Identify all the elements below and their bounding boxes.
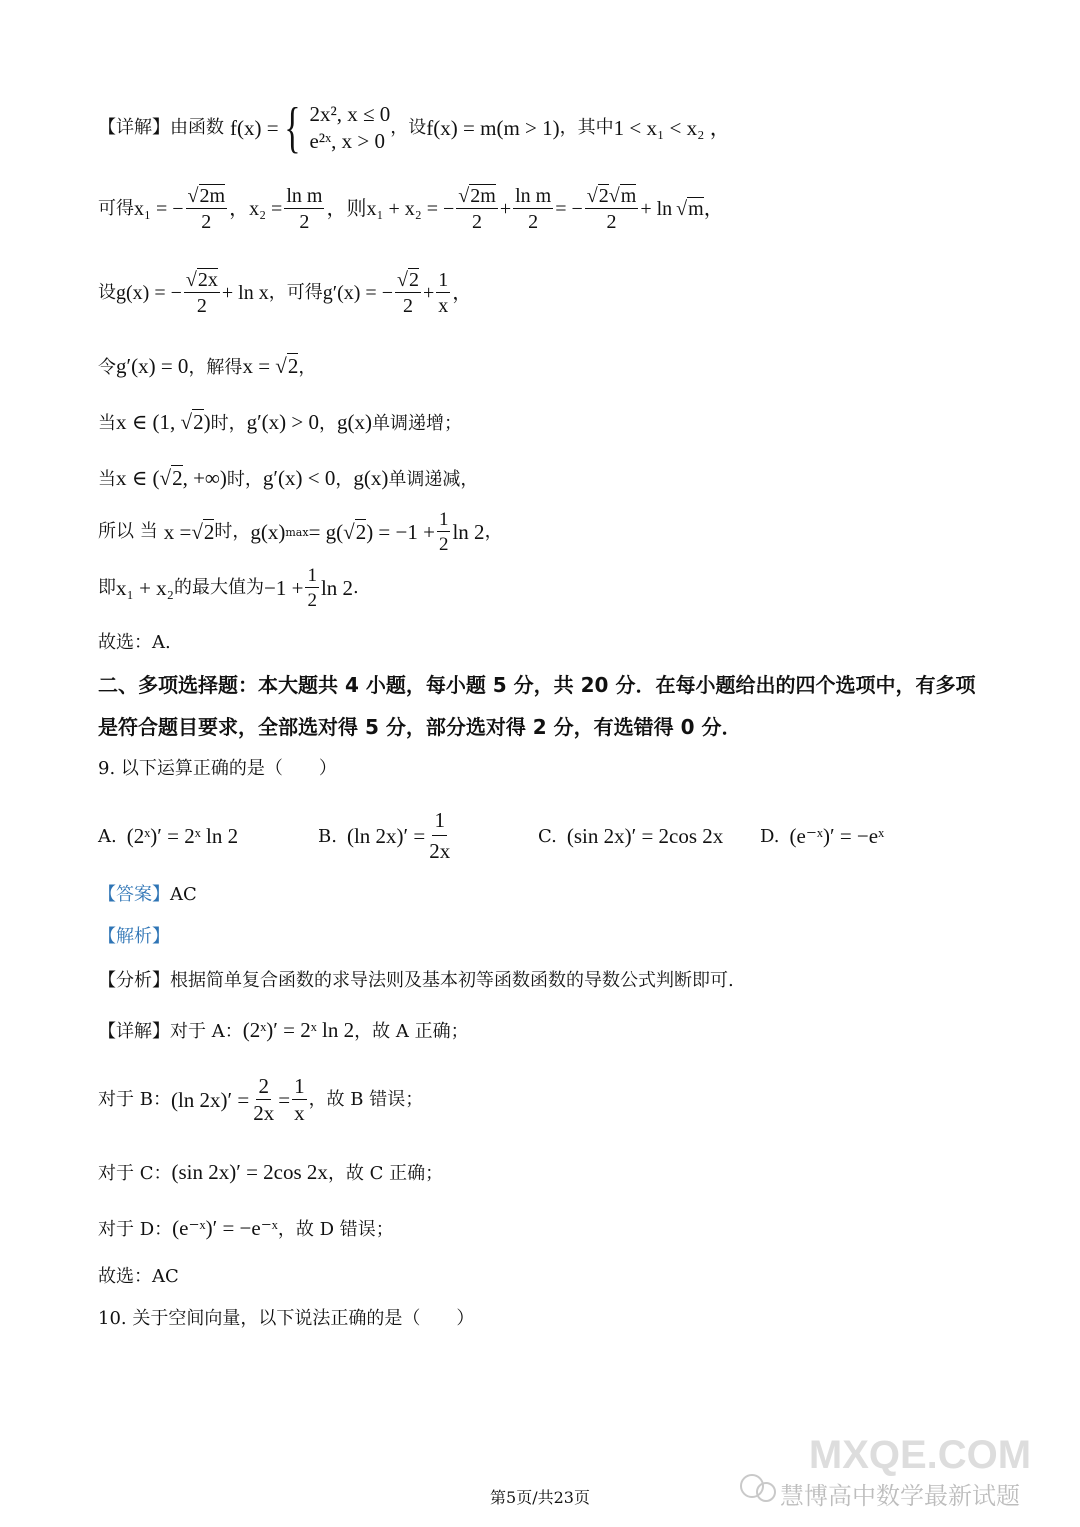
sum-frac-2: $\frac{\text{ln m}}{2}$: [515, 185, 552, 233]
line-4: 令g′(x) = 0，解得x = √2，: [98, 354, 317, 378]
plus1: +: [499, 198, 512, 220]
detail-a: 【详解】对于 A：(2ˣ)′ = 2ˣ ln 2，故 A 正确；: [98, 1018, 469, 1042]
detail-set: ，设: [390, 117, 427, 138]
svg-text:MXQE.COM: MXQE.COM: [808, 1433, 1032, 1477]
section-2-heading: 二、多项选择题：本大题共 4 小题，每小题 5 分，共 20 分．在每小题给出的四个选项中，有多项是符合题目要求，全部选对得 5 分，部分选对得 2 分，有选错得 0 分．: [98, 673, 976, 739]
q9-options: [98, 808, 998, 864]
case-2: e²ˣ, x > 0: [309, 129, 385, 153]
choose-2: 故选：AC: [98, 1266, 179, 1287]
choose-1: 故选：A.: [98, 632, 171, 653]
line-2: 可得 x₁ = − $\frac{√2m}{2}$ ， x₂ = $\frac{\text{ln m}}{2}$ ，则 x₁ + x₂ = − $\frac{√2m}{2}$ + $\frac{\text{ln m}}{2}$ = − $\frac{√2√m}{2}$ + ln √m ，: [98, 185, 724, 233]
g-tail: + ln x: [221, 282, 269, 304]
g-lhs: g(x) = −: [116, 282, 182, 304]
q10-stem: 10. 关于空间向量，以下说法正确的是（ ）: [98, 1308, 475, 1329]
tail-sqrt: m: [688, 198, 704, 220]
sum-lhs: x₁ + x₂ = −: [366, 198, 455, 220]
x1-frac: $\frac{√2m}{2}$: [187, 185, 226, 233]
watermark-text: 慧博高中数学最新试题: [780, 1482, 1020, 1510]
answer-line: 【答案】AC: [98, 884, 197, 905]
fenxi-line: 【分析】根据简单复合函数的求导法则及基本初等函数函数的导数公式判断即可.: [98, 970, 734, 991]
option-b[interactable]: B. (ln 2x)′ = $\frac{1}{2x}$: [318, 808, 451, 863]
line-7: 所以 当 x = √2 时， g(x) max = g( √2 ) = −1 + $\frac{1}{2}$ ln 2 ，: [98, 509, 503, 555]
x2-lhs: x₂ =: [249, 198, 283, 220]
q9-stem: 9. 以下运算正确的是（ ）: [98, 758, 337, 779]
detail-c: 对于 C：(sin 2x)′ = 2cos 2x，故 C 正确；: [98, 1160, 444, 1184]
tail: + ln: [640, 198, 673, 220]
line2-prefix: 可得: [98, 198, 134, 219]
sep1: ，: [229, 198, 250, 220]
gp-lhs: g′(x) = −: [322, 282, 393, 304]
ineq: 1 < x₁ < x₂ ，: [613, 115, 731, 140]
option-d[interactable]: D. (e⁻ˣ)′ = −eˣ: [760, 823, 885, 848]
piecewise: { 2x², x ≤ 0 e²ˣ, x > 0: [283, 97, 391, 159]
detail-line-1: [98, 97, 731, 159]
x1-lhs: x₁ = −: [134, 198, 184, 220]
func-lhs: f(x) =: [230, 115, 279, 140]
sum-frac-3: $\frac{√2√m}{2}$: [586, 185, 637, 233]
line3-mid: ，可得: [268, 282, 323, 303]
end3: ，: [452, 282, 473, 304]
detail-where: ，其中: [559, 117, 614, 138]
g-frac: $\frac{√2x}{2}$: [185, 269, 218, 317]
detail-b: 对于 B： (ln 2x)′ = $\frac{2}{2x}$ = $\frac{1}{x}$ ，故 B 错误；: [98, 1074, 424, 1125]
sep2: ，则: [326, 198, 367, 220]
eq2: = −: [555, 198, 583, 220]
detail-d: 对于 D：(e⁻ˣ)′ = −e⁻ˣ，故 D 错误；: [98, 1216, 394, 1240]
detail-intro: 由函数: [170, 117, 224, 138]
line3-prefix: 设: [98, 282, 116, 303]
line-3: [98, 270, 472, 316]
option-c[interactable]: C. (sin 2x)′ = 2cos 2x: [538, 823, 724, 848]
page-footer: 第5页/共23页: [490, 1488, 590, 1507]
eq-m: f(x) = m(m > 1): [426, 115, 560, 140]
gp-frac: $\frac{√2}{2}$: [396, 269, 419, 317]
sum-frac-1: $\frac{√2m}{2}$: [458, 185, 496, 233]
x2-frac: $\frac{\text{ln m}}{2}$: [286, 185, 323, 233]
line-6: 当x ∈ (√2, +∞)时，g′(x) < 0，g(x)单调递减，: [98, 466, 479, 490]
line-5: 当x ∈ (1, √2)时，g′(x) > 0，g(x)单调递增；: [98, 410, 463, 434]
gp-plus: +: [422, 282, 435, 304]
gp-frac-2: $\frac{1}{x}$: [438, 269, 449, 317]
gp-zero: g′(x) = 0: [116, 354, 189, 378]
end2: ，: [703, 198, 724, 220]
case-1: 2x², x ≤ 0: [309, 102, 391, 126]
detail-tag: 【详解】: [98, 117, 170, 138]
line-8: 即 x₁ + x₂ 的最大值为 −1 + $\frac{1}{2}$ ln 2 .: [98, 565, 359, 611]
analysis-tag: 【解析】: [98, 926, 170, 947]
option-a[interactable]: A. (2ˣ)′ = 2ˣ ln 2: [98, 823, 239, 848]
